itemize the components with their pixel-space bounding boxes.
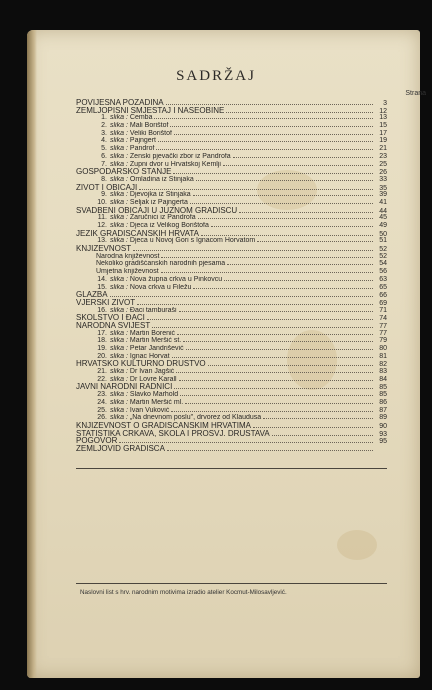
toc-entry-title: GLAZBA [76, 291, 108, 299]
toc-entry-title: Narodna književnost [96, 252, 160, 260]
toc-page-number: 12 [379, 107, 387, 115]
toc-entry-title: KNJIŽEVNOST O GRADIŠĆANSKIM HRVATIMA [76, 421, 251, 430]
toc-page-number: 83 [379, 368, 387, 376]
footnote: Naslovni list s hrv. narodnim motivima izradio atelier Kocmut-Milosavljević. [80, 589, 287, 596]
figure-label: slika : [110, 398, 128, 406]
figure-label: slika : [110, 375, 128, 383]
figure-number: 23. [97, 391, 107, 399]
toc-figure [76, 137, 387, 145]
figure-number: 7. [101, 160, 107, 168]
toc-page-number: 50 [379, 230, 387, 238]
toc-page-number: 65 [379, 283, 387, 291]
toc-page-number: 41 [379, 198, 387, 206]
leader-dots [193, 288, 373, 289]
page-column-label: Strana [405, 90, 426, 97]
figure-number: 1. [101, 114, 107, 122]
figure-number: 17. [97, 329, 107, 337]
toc-page-number: 54 [379, 260, 387, 268]
leader-dots [119, 442, 373, 443]
toc-chapter [76, 314, 387, 322]
toc-page-number: 87 [379, 406, 387, 414]
figure-number: 4. [101, 137, 107, 145]
leader-dots [239, 212, 373, 213]
book-spine [27, 30, 37, 678]
leader-dots [253, 427, 373, 428]
toc-figure [76, 391, 387, 399]
figure-label: slika : [110, 145, 128, 153]
toc-entry-title: Martin Borenić [129, 329, 176, 337]
leader-dots [198, 218, 373, 219]
toc-figure [76, 114, 387, 122]
figure-number: 9. [101, 191, 107, 199]
toc-figure [76, 222, 387, 230]
figure-label: slika : [110, 306, 128, 314]
toc-entry-title: Djeca iz Velikog Borištofa [129, 222, 209, 229]
figure-number: 16. [97, 306, 107, 314]
figure-number: 24. [97, 398, 107, 406]
toc-page-number: 56 [379, 268, 387, 276]
leader-dots [156, 149, 373, 150]
toc-chapter [76, 360, 387, 368]
leader-dots [211, 226, 373, 227]
toc-page-number: 35 [379, 184, 387, 192]
toc-chapter [76, 99, 387, 107]
toc-entry-title: Nova crkva u Filežu [129, 283, 192, 291]
toc-entry-title: Slavko Marhold [129, 391, 179, 399]
toc-entry-title: Čemba [129, 114, 153, 122]
toc-figure [76, 176, 387, 184]
leader-dots [180, 395, 373, 396]
toc-page-number: 33 [379, 175, 387, 183]
leader-dots [161, 257, 373, 258]
toc-entry-title: GOSPODARSKO STANJE [76, 168, 172, 176]
toc-entry-title: Đaci tamburaši [129, 306, 177, 314]
divider [76, 468, 387, 469]
toc-subsection [76, 253, 387, 261]
leader-dots [201, 235, 373, 236]
toc-chapter [76, 107, 387, 115]
figure-number: 2. [101, 122, 107, 130]
toc-chapter [76, 430, 387, 438]
toc-figure [76, 337, 387, 345]
figure-label: slika : [110, 160, 128, 168]
toc-figure [76, 276, 387, 284]
figure-number: 15. [97, 283, 107, 291]
toc-chapter [76, 437, 387, 445]
toc-entry-title: ŠKOLSTVO I ĐACI [76, 314, 145, 322]
toc-entry-title: ŽIVOT I OBIČAJI [76, 183, 138, 192]
figure-number: 20. [97, 352, 107, 360]
toc-chapter [76, 422, 387, 430]
figure-label: slika : [110, 114, 128, 122]
toc-page-number: 52 [379, 246, 387, 253]
leader-dots [174, 134, 373, 135]
figure-number: 13. [97, 237, 107, 245]
toc-figure [76, 199, 387, 207]
toc-chapter [76, 184, 387, 192]
leader-dots [223, 165, 373, 166]
toc-page-number: 86 [379, 398, 387, 406]
toc-figure [76, 153, 387, 161]
toc-entry-title: Umjetna književnost [96, 268, 159, 276]
toc-entry-title: Pandrof [129, 145, 155, 153]
toc-entry-title: Nova župna crkva u Pinkovcu [129, 275, 223, 283]
toc-page-number: 45 [379, 214, 387, 222]
leader-dots [176, 372, 373, 373]
figure-number: 19. [97, 345, 107, 352]
toc-entry-title: Martin Meršić ml. [129, 398, 184, 406]
leader-dots [272, 435, 373, 436]
toc-page-number: 77 [379, 322, 387, 330]
toc-entry-title: Nekoliko gradišćanskih narodnih pjesama [96, 260, 226, 268]
toc-page-number: 74 [379, 315, 387, 322]
leader-dots [158, 141, 373, 142]
toc-entry-title: HRVATSKO KULTURNO DRUŠTVO [76, 360, 206, 369]
leader-dots [233, 157, 373, 158]
toc-entry-title: Veliki Borištof [129, 129, 172, 137]
toc-page-number: 17 [379, 129, 387, 137]
toc-page-number: 90 [379, 422, 387, 430]
toc-entry-title: Ženski pjevački zbor iz Pandrofa [129, 152, 231, 160]
toc-page-number: 77 [379, 329, 387, 337]
leader-dots [263, 418, 373, 419]
figure-number: 14. [97, 275, 107, 283]
leader-dots [183, 341, 373, 342]
toc-page-number: 89 [379, 414, 387, 422]
toc-page-number: 19 [379, 137, 387, 145]
toc-entry-title: JEZIK GRADIŠĆANSKIH HRVATA [76, 229, 199, 238]
toc-figure [76, 407, 387, 415]
leader-dots [173, 173, 373, 174]
leader-dots [161, 272, 373, 273]
toc-entry-title: SVADBENI OBIČAJI U JUŽNOM GRADIŠĆU [76, 206, 238, 215]
toc-entry-title: Dr Ivan Jagšić [129, 368, 175, 376]
toc-page-number: 93 [379, 430, 387, 438]
toc-entry-title: JAVNI NARODNI RADNICI [76, 383, 173, 392]
toc-chapter [76, 299, 387, 307]
leader-dots [186, 349, 373, 350]
toc-entry-title: Martin Meršić st. [129, 337, 182, 345]
table-of-contents [76, 99, 387, 453]
figure-number: 22. [97, 375, 107, 383]
leader-dots [193, 195, 373, 196]
figure-label: slika : [110, 406, 128, 414]
leader-dots [226, 112, 373, 113]
toc-entry-title: ZEMLJOPISNI SMJEŠTAJ I NASEOBINE [76, 106, 225, 115]
toc-page-number: 13 [379, 114, 387, 122]
leader-dots [179, 380, 373, 381]
leader-dots [171, 411, 373, 412]
toc-figure [76, 145, 387, 153]
toc-page-number: 66 [379, 292, 387, 299]
toc-page-number: 84 [379, 375, 387, 383]
toc-page-number: 79 [379, 337, 387, 345]
toc-page-number: 52 [379, 252, 387, 260]
leader-dots [185, 403, 373, 404]
figure-label: slika : [110, 391, 128, 399]
figure-label: slika : [110, 414, 128, 422]
leader-dots [139, 189, 373, 190]
figure-label: slika : [110, 214, 128, 222]
toc-figure [76, 237, 387, 245]
toc-entry-title: VJERSKI ŽIVOT [76, 298, 136, 307]
toc-page-number: 15 [379, 122, 387, 130]
toc-entry-title: Župni dvor u Hrvatskoj Kemlji [129, 160, 221, 168]
leader-dots [224, 280, 373, 281]
toc-entry-title: Seljak iz Pajngerta [129, 198, 188, 206]
figure-label: slika : [110, 191, 128, 199]
toc-chapter [76, 207, 387, 215]
toc-page-number: 26 [379, 169, 387, 176]
leader-dots [179, 311, 373, 312]
toc-figure [76, 284, 387, 292]
toc-page-number: 21 [379, 145, 387, 153]
figure-number: 10. [97, 198, 107, 206]
figure-number: 26. [97, 414, 107, 422]
leader-dots [154, 118, 373, 119]
toc-chapter [76, 291, 387, 299]
toc-page-number: 69 [379, 299, 387, 307]
toc-figure [76, 214, 387, 222]
figure-number: 6. [101, 152, 107, 160]
toc-figure [76, 161, 387, 169]
toc-figure [76, 122, 387, 130]
toc-chapter [76, 322, 387, 330]
toc-figure [76, 399, 387, 407]
toc-figure [76, 368, 387, 376]
toc-figure [76, 307, 387, 315]
leader-dots [147, 319, 373, 320]
figure-number: 12. [97, 222, 107, 229]
leader-dots [166, 104, 373, 105]
leader-dots [133, 250, 373, 251]
toc-figure [76, 130, 387, 138]
toc-page-number: 3 [383, 100, 387, 107]
toc-figure [76, 330, 387, 338]
figure-label: slika : [110, 337, 128, 345]
leader-dots [167, 450, 373, 451]
leader-dots [152, 327, 373, 328]
figure-number: 11. [97, 214, 107, 222]
figure-number: 18. [97, 337, 107, 345]
toc-chapter [76, 383, 387, 391]
figure-label: slika : [110, 122, 128, 130]
figure-number: 25. [97, 406, 107, 414]
figure-number: 5. [101, 145, 107, 153]
figure-label: slika : [110, 222, 128, 229]
leader-dots [257, 241, 373, 242]
figure-label: slika : [110, 137, 128, 145]
figure-label: slika : [110, 283, 128, 291]
leader-dots [137, 304, 373, 305]
toc-chapter [76, 230, 387, 238]
figure-label: slika : [110, 237, 128, 245]
toc-page-number: 25 [379, 160, 387, 168]
leader-dots [110, 296, 373, 297]
leader-dots [177, 334, 373, 335]
toc-entry-title: Petar Jandrišević [129, 345, 184, 352]
leader-dots [227, 264, 373, 265]
figure-label: slika : [110, 352, 128, 360]
toc-page-number: 44 [379, 207, 387, 215]
toc-page-number: 82 [379, 361, 387, 369]
figure-number: 3. [101, 129, 107, 137]
toc-page-number: 95 [379, 438, 387, 445]
toc-entry-title: Ivan Vuković [129, 406, 170, 414]
toc-entry-title: „Na dnevnom poslu", drvorez od Klaudusa [129, 414, 262, 422]
toc-entry-title: Ignac Horvat [129, 352, 170, 360]
figure-number: 8. [101, 175, 107, 183]
toc-entry-title: Djeca u Novoj Gori s Ignacom Horvatom [129, 237, 256, 245]
toc-entry-title: ZEMLJOVID GRADIŠĆA [76, 444, 165, 453]
toc-subsection [76, 260, 387, 268]
toc-entry-title: KNJIŽEVNOST [76, 245, 132, 253]
toc-page-number: 51 [379, 237, 387, 245]
toc-chapter [76, 445, 387, 453]
toc-entry-title: STATISTIKA CRKAVA, ŠKOLA I PROSVJ. DRUŠTAVA [76, 429, 270, 438]
toc-entry-title: NARODNA SVIJEST [76, 321, 151, 330]
page-title: SADRŽAJ [176, 68, 256, 84]
figure-label: slika : [110, 345, 128, 352]
leader-dots [196, 180, 373, 181]
figure-label: slika : [110, 129, 128, 137]
toc-entry-title: Mali Borištof [129, 122, 169, 130]
toc-figure [76, 414, 387, 422]
figure-label: slika : [110, 152, 128, 160]
figure-label: slika : [110, 275, 128, 283]
figure-label: slika : [110, 198, 128, 206]
toc-figure [76, 345, 387, 353]
figure-label: slika : [110, 329, 128, 337]
toc-subsection [76, 268, 387, 276]
toc-chapter [76, 168, 387, 176]
toc-chapter [76, 245, 387, 253]
figure-number: 21. [97, 368, 107, 376]
leader-dots [190, 203, 373, 204]
toc-page-number: 39 [379, 191, 387, 199]
toc-page-number: 49 [379, 222, 387, 229]
toc-entry-title: Djevojka iz Stinjaka [129, 191, 191, 199]
footnote-rule [76, 583, 387, 584]
toc-page-number: 71 [379, 306, 387, 314]
toc-figure [76, 191, 387, 199]
toc-figure [76, 376, 387, 384]
toc-figure [76, 353, 387, 361]
toc-entry-title: Pajngert [129, 137, 156, 145]
leader-dots [208, 365, 373, 366]
toc-entry-title: POGOVOR [76, 437, 118, 445]
toc-entry-title: Dr Lovre Karall [129, 375, 177, 383]
figure-label: slika : [110, 368, 128, 376]
toc-page-number: 85 [379, 391, 387, 399]
toc-entry-title: Omladina iz Stinjaka [129, 175, 194, 183]
leader-dots [170, 126, 373, 127]
toc-page-number: 23 [379, 152, 387, 160]
toc-entry-title: POVIJESNA POZADINA [76, 99, 164, 107]
paper-stain [337, 530, 377, 560]
toc-page-number: 85 [379, 384, 387, 392]
leader-dots [172, 357, 373, 358]
toc-page-number: 80 [379, 345, 387, 352]
figure-label: slika : [110, 175, 128, 183]
toc-entry-title: Zaručnici iz Pandrofa [129, 214, 196, 222]
leader-dots [174, 388, 373, 389]
toc-page-number: 81 [379, 352, 387, 360]
toc-page-number: 63 [379, 275, 387, 283]
